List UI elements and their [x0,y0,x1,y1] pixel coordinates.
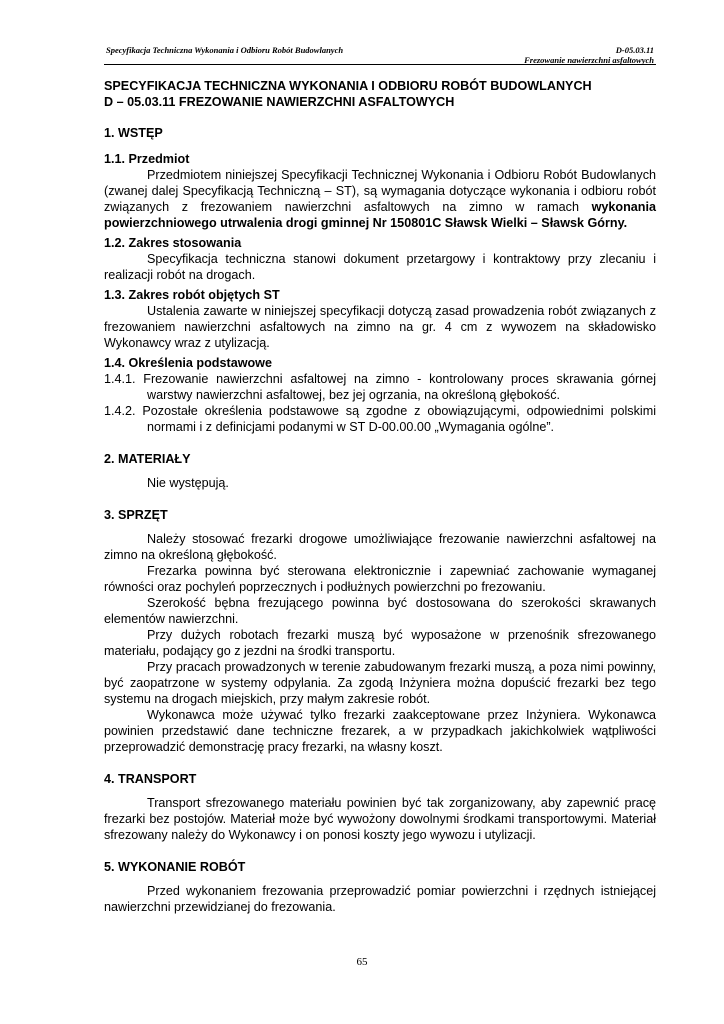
running-header-title: Specyfikacja Techniczna Wykonania i Odbioru Robót Budowlanych [106,45,344,55]
section-5-heading: 5. WYKONANIE ROBÓT [104,860,246,874]
document-title [104,78,656,110]
section-3-paragraph: Szerokość bębna frezującego powinna być dostosowana do szerokości skrawanych elementów nawierzchni. [104,596,656,626]
section-2-heading: 2. MATERIAŁY [104,452,191,466]
document-body [104,78,656,915]
section-3-paragraph: Należy stosować frezarki drogowe umożliwiające frezowanie nawierzchni asfaltowej na zimno na określoną głębokość. [104,532,656,562]
section-3-paragraph: Przy dużych robotach frezarki muszą być wyposażone w przenośnik sfrezowanego materiału, podający go z jezdni na środki transportu. [104,628,656,658]
section-3-paragraph: Frezarka powinna być sterowana elektronicznie i zapewniać zachowanie wymaganej równości oraz pochyleń poprzecznych i podłużnych powierzchni po frezowaniu. [104,564,656,594]
section-1-1-heading: 1.1. Przedmiot [104,152,190,166]
section-4-text: Transport sfrezowanego materiału powinien być tak zorganizowany, aby zapewnić pracę frezarki bez postojów. Materiał może być wywożony dowolnymi środkami transportowymi. Materiał sfrezowany należy do Wykonawcy i on ponosi koszty jego wywozu i utylizacji. [104,796,656,842]
section-3-paragraph: Przy pracach prowadzonych w terenie zabudowanym frezarki muszą, a poza nimi powinny, być zaopatrzone w systemy odpylania. Za zgodą Inżyniera można dopuścić frezarki bez tego systemu na drogach miejskich, przy małym zakresie robót. [104,660,656,706]
section-5-text: Przed wykonaniem frezowania przeprowadzić pomiar powierzchni i rzędnych istniejącej nawierzchni przewidzianej do frezowania. [104,884,656,914]
section-1-heading: 1. WSTĘP [104,126,163,140]
section-1-1-text-plain: Przedmiotem niniejszej Specyfikacji Technicznej Wykonania i Odbioru Robót Budowlanych (zwanej dalej Specyfikacją Techniczną – ST), są wymagania dotyczące wykonania i odbioru robót związanych z frezowaniem nawierzchni asfaltowych na zimno w ramach [104,168,656,214]
document-title-line2: D – 05.03.11 FREZOWANIE NAWIERZCHNI ASFALTOWYCH [104,95,455,109]
header-rule [104,64,656,65]
section-1-3-heading: 1.3. Zakres robót objętych ST [104,288,280,302]
section-4-heading: 4. TRANSPORT [104,772,197,786]
section-3-heading: 3. SPRZĘT [104,508,168,522]
definition-item: 1.4.2. Pozostałe określenia podstawowe są zgodne z obowiązującymi, odpowiednimi polskimi normami i z definicjami podanymi w ST D-00.00.00 „Wymagania ogólne”. [104,404,656,434]
section-1-2-heading: 1.2. Zakres stosowania [104,236,242,250]
document-title-line1: SPECYFIKACJA TECHNICZNA WYKONANIA I ODBIORU ROBÓT BUDOWLANYCH [104,79,592,93]
section-2-text: Nie występują. [147,476,229,490]
section-1-3-text: Ustalenia zawarte w niniejszej specyfikacji dotyczą zasad prowadzenia robót związanych z frezowaniem nawierzchni asfaltowych na zimno na gr. 4 cm z wywozem na składowisko Wykonawcy wraz z utylizacją. [104,304,656,350]
running-header-subtitle: Frezowanie nawierzchni asfaltowych [524,55,654,65]
section-1-4-heading: 1.4. Określenia podstawowe [104,356,272,370]
section-1-1-text-bold: wykonania powierzchniowego utrwalenia drogi gminnej Nr 150801C Sławsk Wielki – Sławsk Górny. [104,200,656,230]
section-1-1-text [104,167,656,231]
section-3-paragraph: Wykonawca może używać tylko frezarki zaakceptowane przez Inżyniera. Wykonawca powinien przedstawić dane techniczne frezarek, a w przypadkach jakichkolwiek wątpliwości przeprowadzić demonstrację pracy frezarki, na własny koszt. [104,708,656,754]
page-number: 65 [356,956,368,968]
definition-item: 1.4.1. Frezowanie nawierzchni asfaltowej na zimno - kontrolowany proces skrawania górnej warstwy nawierzchni asfaltowej, bez jej ogrzania, na określoną głębokość. [104,372,656,402]
running-header-code: D-05.03.11 [615,45,654,55]
section-1-2-text: Specyfikacja techniczna stanowi dokument przetargowy i kontraktowy przy zlecaniu i realizacji robót na drogach. [104,252,656,282]
